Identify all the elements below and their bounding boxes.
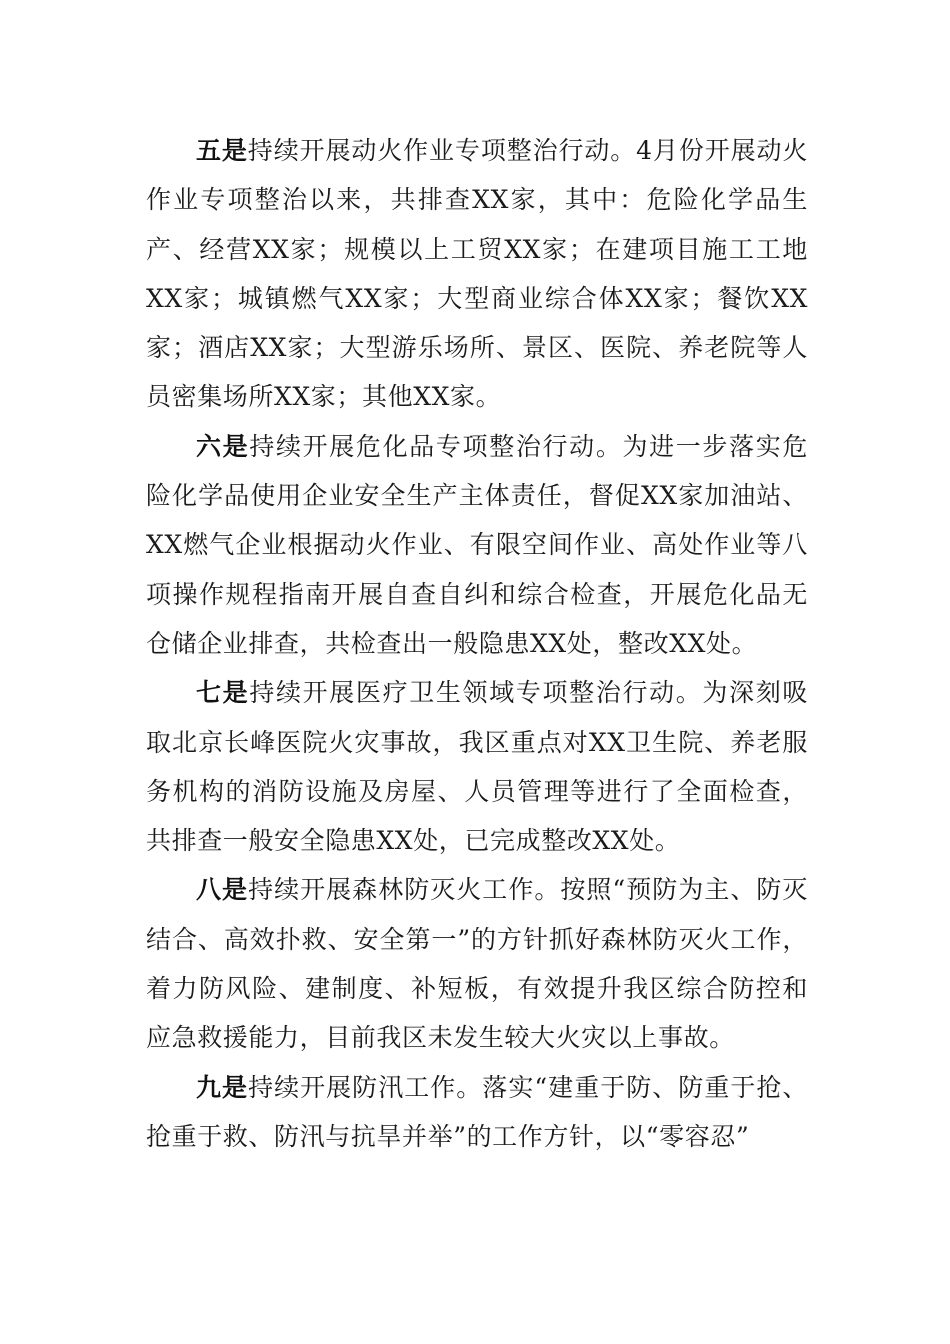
document-body <box>146 126 808 1161</box>
paragraph-7 <box>146 668 808 865</box>
paragraph-6 <box>146 422 808 668</box>
paragraph-8 <box>146 865 808 1062</box>
paragraph-lead: 六是 <box>196 431 250 461</box>
paragraph-text: 持续开展防汛工作。落实“建重于防、防重于抢、抢重于救、防汛与抗旱并举”的工作方针，以“零容忍” <box>146 1072 809 1151</box>
paragraph-lead: 八是 <box>196 875 249 905</box>
paragraph-text: 持续开展动火作业专项整治行动。4月份开展动火作业专项整治以来，共排查XX家，其中：危险化学品生产、经营XX家；规模以上工贸XX家；在建项目施工工地XX家；城镇燃气XX家；大型商业综合体XX家；餐饮XX家；酒店XX家；大型游乐场所、景区、医院、养老院等人员密集场所XX家；其他XX家。 <box>146 136 809 412</box>
paragraph-9 <box>146 1063 808 1162</box>
paragraph-5 <box>146 126 808 422</box>
paragraph-text: 持续开展危化品专项整治行动。为进一步落实危险化学品使用企业安全生产主体责任，督促XX家加油站、XX燃气企业根据动火作业、有限空间作业、高处作业等八项操作规程指南开展自查自纠和综合检查，开展危化品无仓储企业排查，共检查出一般隐患XX处，整改XX处。 <box>146 431 808 658</box>
paragraph-lead: 九是 <box>196 1072 249 1102</box>
paragraph-lead: 五是 <box>196 136 248 165</box>
paragraph-lead: 七是 <box>196 678 250 708</box>
paragraph-text: 持续开展森林防灭火工作。按照“预防为主、防灭结合、高效扑救、安全第一”的方针抓好森林防灭火工作，着力防风险、建制度、补短板，有效提升我区综合防控和应急救援能力，目前我区未发生较大火灾以上事故。 <box>146 875 809 1053</box>
paragraph-text: 持续开展医疗卫生领域专项整治行动。为深刻吸取北京长峰医院火灾事故，我区重点对XX卫生院、养老服务机构的消防设施及房屋、人员管理等进行了全面检查，共排查一般安全隐患XX处，已完成整改XX处。 <box>146 678 808 856</box>
